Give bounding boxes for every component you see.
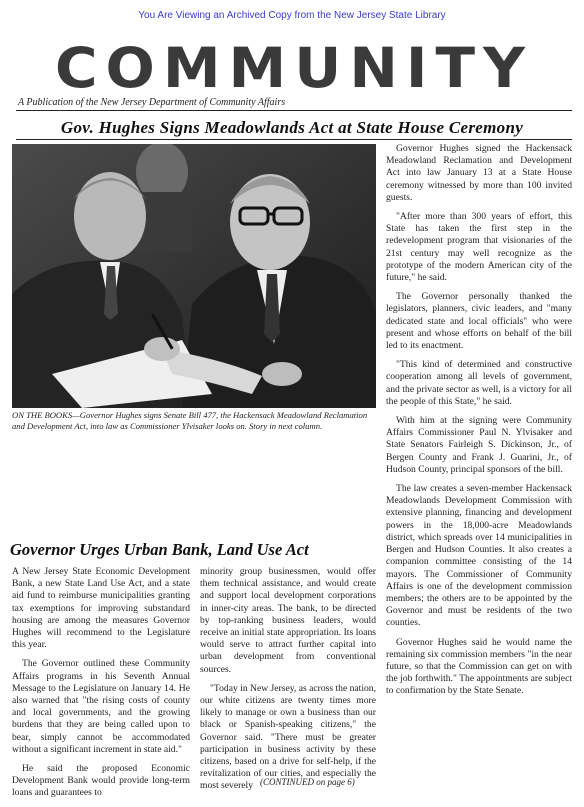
second-story-column-1 (12, 566, 190, 807)
paragraph: The Governor personally thanked the legislators, planners, civic leaders, and "many dedicated state and local officials" who were present and whose efforts on behalf of the bill led to its enactment. (386, 291, 572, 352)
paragraph: minority group businessmen, would offer them technical assistance, and would create and support local development corporations in inner-city areas. The bank, to be directed by top-ranking business leaders, would receive an initial state appropriation. Its loans would serve to attract further capital into urban development from conventional sources. (200, 566, 376, 675)
divider (16, 110, 572, 111)
masthead-subtitle: A Publication of the New Jersey Department of Community Affairs (18, 97, 286, 108)
paragraph: A New Jersey State Economic Development Bank, a new State Land Use Act, and a state aid fund to reimburse municipalities granting tax exemptions for improving substandard housing are among the measures Governor Hughes will recommend to the Legislature this year. (12, 566, 190, 651)
paragraph: Governor Hughes said he would name the remaining six commission members "in the near future, so that the Commission can get on with the job forthwith." The appointments are subject to confirmation by the State Senate. (386, 636, 572, 697)
paragraph: "After more than 300 years of effort, this State has taken the first step in the redevelopment program that visionaries of the 21st century may well recognize as the prototype of the modern American city of the future," he said. (386, 211, 572, 284)
paragraph: With him at the signing were Community Affairs Commissioner Paul N. Ylvisaker and State Senators Fairleigh S. Dickinson, Jr., of Bergen County and Frank J. Guarini, Jr., of Hudson County, principal sponsors of the bill. (386, 415, 572, 475)
lead-story-column (386, 143, 572, 705)
paragraph: The law creates a seven-member Hackensack Meadowlands Development Commission with extensive planning, financing and development powers in the 18,000-acre Meadowlands district, which spreads over 14 municipalities in Bergen and Hudson Counties. It also creates a companion committee consisting of the 14 mayors. The Commissioner of Community Affairs is one of the development commission members; the others are to be appointed by the Governor and must be residents of the two counties. (386, 483, 572, 629)
masthead-title: COMMUNITY (54, 35, 534, 101)
paragraph: He said the proposed Economic Development Bank would provide long-term loans and guarantees to (12, 763, 190, 799)
paragraph: "Today in New Jersey, as across the nation, our white citizens are twenty times more likely to manage or own a business than our black or Spanish-speaking citizens," the Governor said. "There must be greater participation in business activity by these citizens, based on a drive for self-help, if the revitalization of our cities, and especially the most severely (200, 682, 376, 792)
second-story-column-2 (200, 566, 376, 800)
lead-headline: Gov. Hughes Signs Meadowlands Act at State House Ceremony (60, 118, 524, 137)
photo-illustration (12, 144, 376, 408)
paragraph: Governor Hughes signed the Hackensack Meadowland Reclamation and Development Act into law January 13 at a State House ceremony witnessed by more than 100 invited guests. (386, 143, 572, 203)
paragraph: The Governor outlined these Community Affairs programs in his Seventh Annual Message to the Legislature on January 14. He also warned that "the rising costs of county and local governments, and the growing burdens that they are being called upon to bear, simply cannot be accommodated without a significant increment in state aid." (12, 658, 190, 755)
photo-governor-signing (12, 144, 376, 408)
archive-banner: You Are Viewing an Archived Copy from the New Jersey State Library (138, 10, 446, 21)
paragraph: "This kind of determined and constructive cooperation among all levels of government, and the private sector as well, is a victory for all the people of this State," he said. (386, 359, 572, 407)
photo-caption: ON THE BOOKS—Governor Hughes signs Senate Bill 477, the Hackensack Meadowland Reclamation and Development Act, into law as Commissioner Ylvisaker looks on. Story in next column. (12, 410, 368, 431)
divider (16, 139, 572, 140)
second-headline: Governor Urges Urban Bank, Land Use Act (10, 540, 309, 559)
continued-note: (CONTINUED on page 6) (260, 777, 355, 787)
